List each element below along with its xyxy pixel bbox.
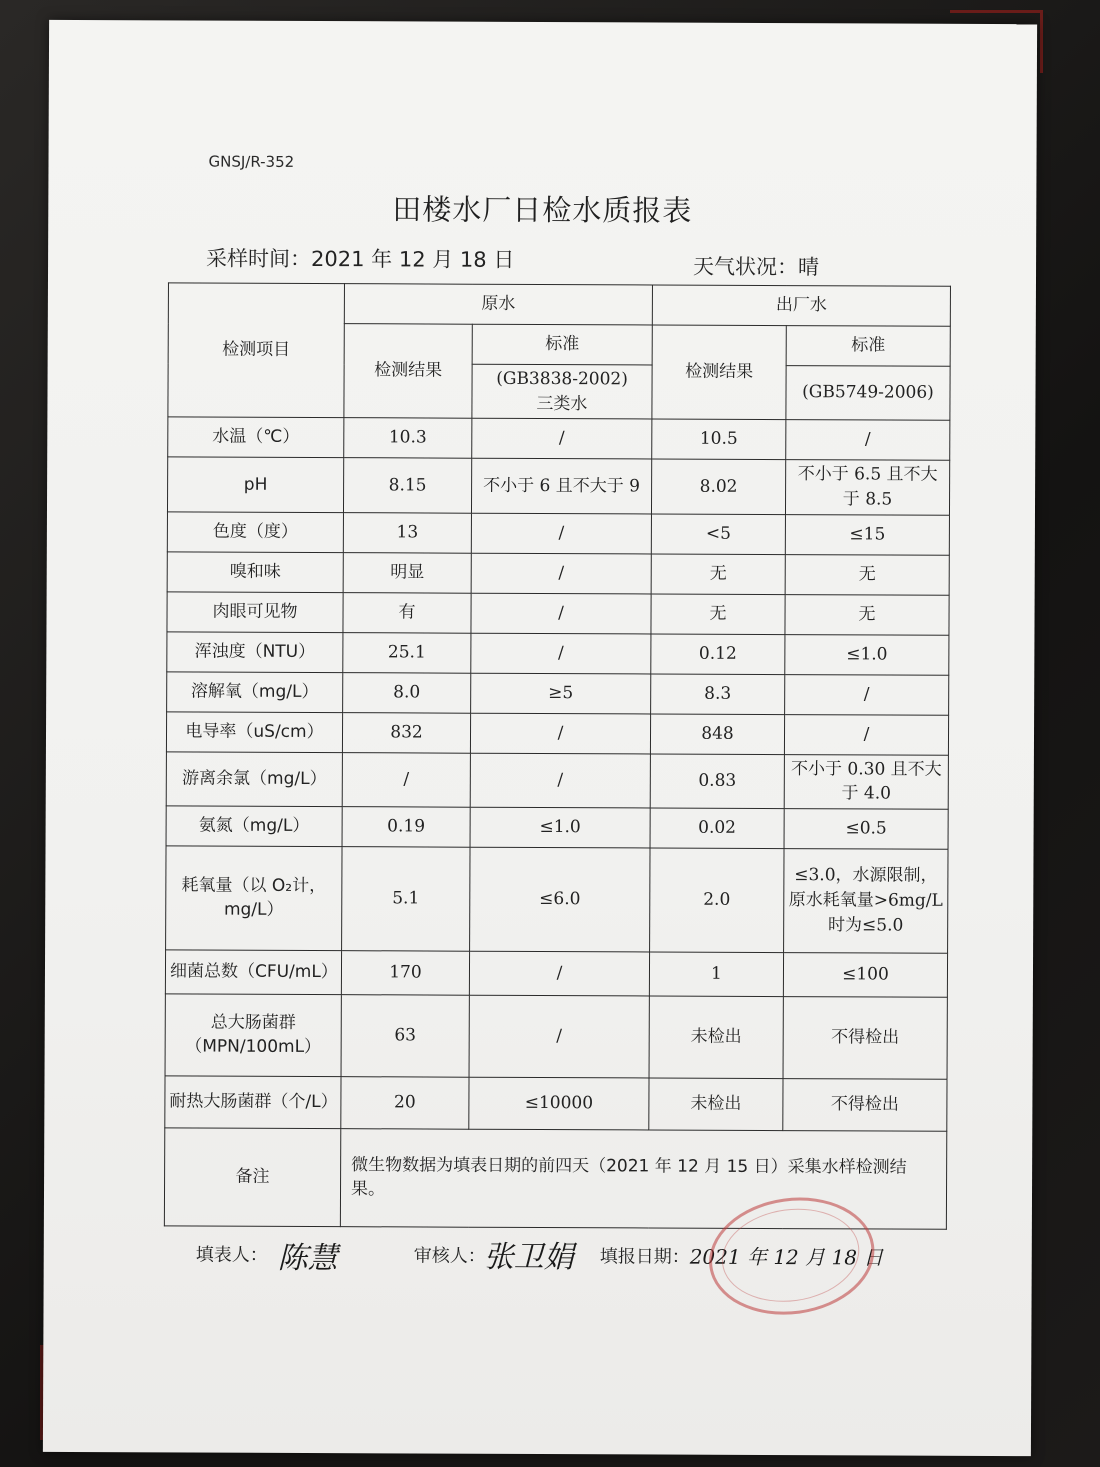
cell-fin-standard: ≤0.5: [784, 808, 948, 849]
cell-item: 耗氧量（以 O₂计，mg/L）: [166, 846, 342, 951]
header-raw-standard-ref: [472, 364, 652, 419]
cell-fin-result: 未检出: [649, 996, 783, 1079]
cell-fin-standard: ≤3.0，水源限制，原水耗氧量>6mg/L 时为≤5.0: [784, 848, 948, 953]
cell-item: 嗅和味: [167, 551, 343, 592]
cell-raw-result: 63: [341, 994, 469, 1077]
cell-raw-result: 25.1: [343, 632, 471, 673]
remark-label: 备注: [164, 1128, 340, 1227]
cell-raw-result: 10.3: [344, 418, 472, 459]
table-row: [167, 631, 949, 674]
cell-item: 浑浊度（NTU）: [167, 631, 343, 672]
cell-item: 总大肠菌群（MPN/100mL）: [165, 994, 341, 1077]
raw-standard-class: 三类水: [536, 393, 588, 414]
cell-raw-result: 有: [343, 592, 471, 633]
cell-item: 溶解氧（mg/L）: [167, 671, 343, 712]
cell-raw-standard: /: [471, 553, 651, 594]
table-row: [167, 511, 949, 554]
cell-item: 细菌总数（CFU/mL）: [165, 950, 341, 995]
header-raw-water: 原水: [344, 284, 652, 325]
cell-raw-result: 5.1: [342, 846, 470, 951]
reviewer-signature: 张卫娟: [483, 1239, 574, 1276]
cell-fin-result: 无: [651, 554, 785, 595]
cell-raw-result: /: [342, 752, 470, 807]
table-row: [165, 950, 947, 997]
table-row: [165, 1076, 947, 1131]
cell-fin-standard: 无: [785, 554, 949, 595]
cell-raw-standard: /: [470, 753, 650, 808]
cell-fin-standard: 不得检出: [783, 996, 947, 1079]
cell-fin-result: 1: [649, 952, 783, 997]
cell-item: 水温（℃）: [168, 417, 344, 458]
cell-fin-standard: 不小于 0.30 且不大于 4.0: [784, 754, 948, 809]
table-row: [165, 994, 947, 1079]
cell-fin-result: 10.5: [652, 419, 786, 460]
header-finished-water: 出厂水: [652, 285, 950, 326]
filler-label: 填表人：: [195, 1244, 268, 1266]
table-row: [166, 711, 948, 754]
cell-item: 氨氮（mg/L）: [166, 806, 342, 847]
cell-raw-result: 13: [343, 512, 471, 553]
cell-fin-result: 8.02: [651, 459, 785, 514]
date-label: 填报日期：: [599, 1246, 690, 1268]
remark-text: 微生物数据为填表日期的前四天（2021 年 12 月 15 日）采集水样检测结果。: [340, 1128, 946, 1229]
cell-fin-standard: /: [786, 420, 950, 461]
water-quality-table: [164, 282, 951, 1229]
cell-fin-result: 8.3: [651, 674, 785, 715]
cell-raw-result: 明显: [343, 552, 471, 593]
cell-raw-result: 20: [341, 1076, 469, 1129]
cell-raw-result: 170: [341, 950, 469, 995]
header-item: 检测项目: [168, 283, 345, 418]
document-code: GNSJ/R-352: [208, 152, 295, 171]
table-row: [166, 751, 948, 809]
cell-fin-standard: 不小于 6.5 且不大于 8.5: [785, 460, 949, 515]
cell-raw-standard: ≤10000: [469, 1077, 649, 1130]
cell-raw-standard: ≤1.0: [470, 807, 650, 848]
cell-fin-result: 0.12: [651, 634, 785, 675]
cell-raw-standard: /: [471, 633, 651, 674]
cell-raw-standard: /: [470, 713, 650, 754]
cell-raw-result: 8.15: [343, 458, 471, 513]
cell-fin-result: 未检出: [649, 1078, 783, 1131]
sampling-time: [206, 243, 514, 274]
cell-raw-standard: 不小于 6 且不大于 9: [471, 458, 651, 513]
cell-item: pH: [167, 457, 343, 512]
cell-fin-standard: 无: [785, 594, 949, 635]
table-row: [167, 671, 949, 714]
cell-item: 游离余氯（mg/L）: [166, 751, 342, 806]
table-row: [166, 846, 948, 953]
cell-raw-result: 0.19: [342, 806, 470, 847]
cell-fin-standard: /: [785, 674, 949, 715]
cell-fin-result: 0.02: [650, 808, 784, 849]
header-raw-standard: 标准: [472, 324, 652, 365]
header-raw-result: 检测结果: [344, 324, 472, 419]
cell-fin-result: 无: [651, 594, 785, 635]
cell-raw-result: 832: [342, 712, 470, 753]
raw-standard-ref: (GB3838-2002): [496, 368, 628, 390]
weather: [693, 251, 819, 282]
cell-raw-standard: /: [469, 995, 649, 1078]
cell-fin-standard: ≤100: [783, 952, 947, 997]
date-value: 2021 年 12 月 18 日: [689, 1244, 884, 1270]
cell-raw-standard: /: [472, 418, 652, 459]
cell-fin-result: 2.0: [650, 848, 784, 953]
table-row: [168, 417, 950, 460]
cell-item: 肉眼可见物: [167, 591, 343, 632]
cell-raw-standard: ≥5: [471, 673, 651, 714]
cell-fin-standard: 不得检出: [783, 1078, 947, 1131]
table-row: [167, 551, 949, 594]
cell-item: 色度（度）: [167, 511, 343, 552]
filler-signature: 陈慧: [277, 1240, 338, 1277]
cell-fin-standard: /: [784, 714, 948, 755]
cell-fin-result: 848: [650, 714, 784, 755]
cell-raw-standard: ≤6.0: [470, 847, 650, 952]
cell-fin-result: <5: [651, 514, 785, 555]
sampling-time-value: 2021 年 12 月 18 日: [311, 246, 515, 272]
reviewer-label: 审核人：: [413, 1245, 486, 1267]
cell-raw-standard: /: [469, 951, 649, 996]
page-title: 田楼水厂日检水质报表: [392, 192, 693, 228]
weather-value: 晴: [798, 255, 820, 280]
cell-fin-standard: ≤1.0: [785, 634, 949, 675]
cell-raw-standard: /: [471, 513, 651, 554]
table-row: [166, 806, 948, 849]
official-seal-inner-ring: [716, 1200, 865, 1310]
table-row: [167, 457, 949, 515]
weather-label: 天气状况：: [693, 254, 799, 280]
sampling-time-label: 采样时间：: [206, 246, 312, 271]
header-fin-standard-ref: (GB5749-2006): [786, 366, 950, 421]
table-row: [167, 591, 949, 634]
report-sheet: [43, 20, 1037, 1456]
header-fin-result: 检测结果: [652, 325, 786, 420]
cell-fin-standard: ≤15: [785, 514, 949, 555]
cell-raw-standard: /: [471, 593, 651, 634]
cell-raw-result: 8.0: [343, 672, 471, 713]
header-fin-standard: 标准: [786, 326, 950, 367]
cell-item: 耐热大肠菌群（个/L）: [165, 1076, 341, 1129]
cell-fin-result: 0.83: [650, 754, 784, 809]
cell-item: 电导率（uS/cm）: [166, 711, 342, 752]
